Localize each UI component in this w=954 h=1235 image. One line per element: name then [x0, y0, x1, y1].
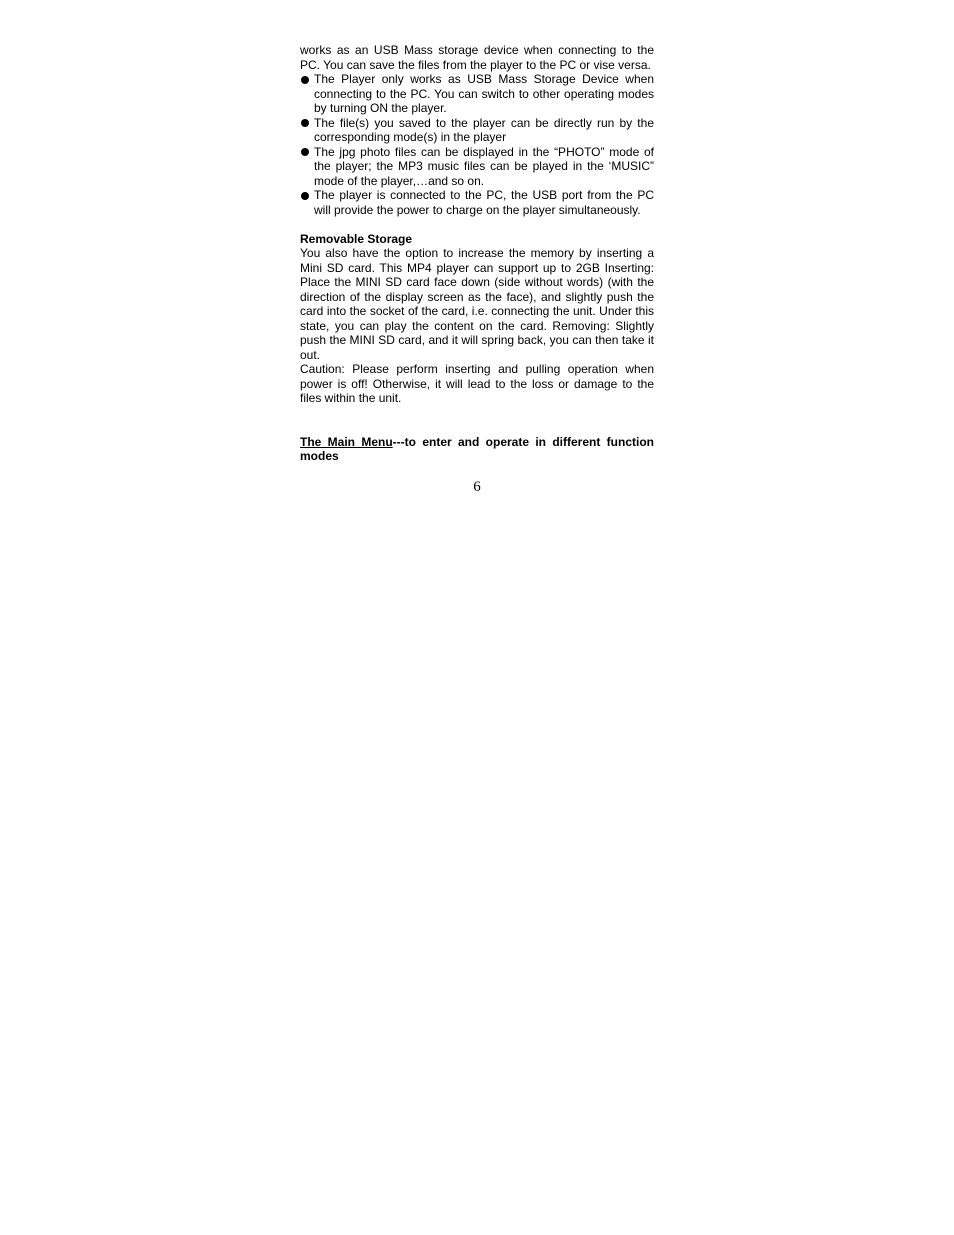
bullet-text: The file(s) you saved to the player can be directly run by the corresponding mode(s) in the player: [314, 115, 654, 144]
bullet-item: [300, 188, 654, 217]
intro-paragraph: works as an USB Mass storage device when connecting to the PC. You can save the files from the player to the PC or vise versa.: [300, 43, 654, 72]
bullet-icon: [301, 148, 309, 156]
bullet-list: [300, 72, 654, 217]
bullet-text: The player is connected to the PC, the USB port from the PC will provide the power to charge on the player simultaneously.: [314, 188, 654, 217]
caution-paragraph: Caution: Please perform inserting and pulling operation when power is off! Otherwise, it will lead to the loss or damage to the files within the unit.: [300, 362, 654, 405]
bullet-icon: [301, 76, 309, 84]
removable-storage-heading: Removable Storage: [300, 231, 413, 246]
bullet-item: [300, 116, 654, 145]
bullet-item: [300, 72, 654, 116]
bullet-icon: [301, 119, 309, 127]
bullet-icon: [301, 192, 309, 200]
bullet-item: [300, 145, 654, 189]
main-menu-subtitle: ---to enter and operate in different function modes: [300, 434, 654, 463]
text-column: [300, 43, 654, 464]
bullet-text: The jpg photo files can be displayed in the “PHOTO” mode of the player; the MP3 music files can be played in the ‘MUSIC” mode of the player,…and so on.: [314, 144, 654, 188]
spacer: [300, 406, 654, 435]
main-menu-heading: [300, 435, 654, 464]
bullet-text: The Player only works as USB Mass Storage Device when connecting to the PC. You can switch to other operating modes by turning ON the player.: [314, 72, 654, 115]
page-number: 6: [473, 479, 481, 495]
removable-storage-body: You also have the option to increase the memory by inserting a Mini SD card. This MP4 player can support up to 2GB Inserting: Place the MINI SD card face down (side without words) (with the direction of the display screen as the face), and slightly push the card into the socket of the card, i.e. connecting the unit. Under this state, you can play the content on the card. Removing: Slightly push the MINI SD card, and it will spring back, you can then take it out.: [300, 246, 654, 362]
main-menu-title: The Main Menu: [300, 434, 393, 449]
